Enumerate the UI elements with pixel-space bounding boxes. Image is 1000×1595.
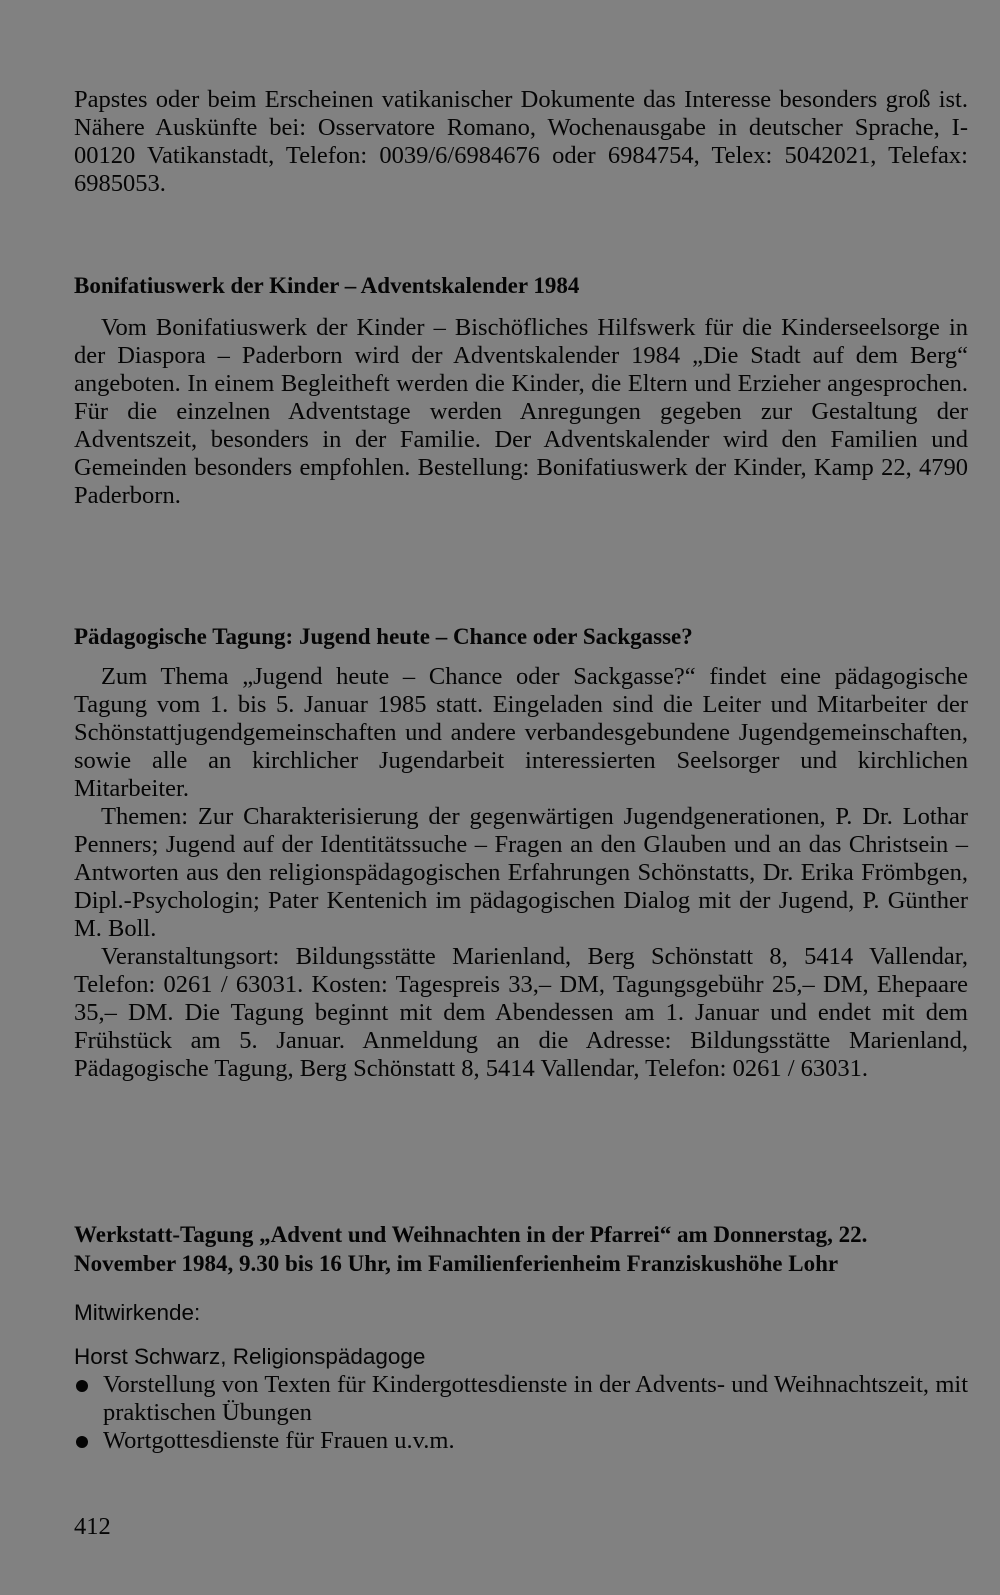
section-paragraph: Veranstaltungsort: Bildungsstätte Marienland, Berg Schönstatt 8, 5414 Vallendar, Telefon: 0261 / 63031. Kosten: Tagespreis 33,– DM, Tagungsgebühr 25,– DM, Ehepaare 35,– DM. Die Tagung beginnt mit dem Abendessen am 1. Januar und endet mit dem Frühstück am 5. Januar. Anmeldung an die Adresse: Bildungsstätte Marienland, Pädagogische Tagung, Berg Schönstatt 8, 5414 Vallendar, Telefon: 0261 / 63031. bbox=[74, 943, 968, 1082]
page-number: 412 bbox=[74, 1513, 111, 1540]
section-werkstatt-tagung bbox=[74, 1220, 968, 1455]
intro-block bbox=[74, 86, 968, 198]
section-bonifatiuswerk bbox=[74, 271, 968, 510]
section-body: Vom Bonifatiuswerk der Kinder – Bischöfliches Hilfswerk für die Kinderseelsorge in der Diaspora – Paderborn wird der Adventskalender 1984 „Die Stadt auf dem Berg“ angeboten. In einem Begleitheft werden die Kinder, die Eltern und Erzieher angesprochen. Für die einzelnen Adventstage werden Anregungen gegeben zur Gestaltung der Adventszeit, besonders in der Familie. Der Adventskalender wird den Familien und Gemeinden besonders empfohlen. Bestellung: Bonifatiuswerk der Kinder, Kamp 22, 4790 Paderborn. bbox=[74, 314, 968, 509]
bullet-icon bbox=[76, 1380, 88, 1392]
list-item bbox=[74, 1427, 968, 1455]
section-heading: Bonifatiuswerk der Kinder – Adventskalender 1984 bbox=[74, 273, 580, 298]
section-heading: Werkstatt-Tagung „Advent und Weihnachten in der Pfarrei“ am Donnerstag, 22. November 1984, 9.30 bis 16 Uhr, im Familienferienheim Franziskushöhe Lohr bbox=[74, 1222, 868, 1276]
section-paragraph: Themen: Zur Charakterisierung der gegenwärtigen Jugendgenerationen, P. Dr. Lothar Penners; Jugend auf der Identitätssuche – Fragen an den Glauben und an das Christsein – Antworten aus den religionspädagogischen Erfahrungen Schönstatts, Dr. Erika Frömbgen, Dipl.-Psychologin; Pater Kentenich im pädagogischen Dialog mit der Jugend, P. Günther M. Boll. bbox=[74, 803, 968, 942]
list-item-text: Vorstellung von Texten für Kindergottesdienste in der Advents- und Weihnachtszeit, mit praktischen Übungen bbox=[103, 1371, 968, 1426]
contributor-name: Horst Schwarz, Religionspädagoge bbox=[74, 1344, 426, 1369]
list-item bbox=[74, 1371, 968, 1427]
section-paedagogische-tagung bbox=[74, 622, 968, 1083]
bullet-list bbox=[74, 1371, 968, 1455]
contributors-label: Mitwirkende: bbox=[74, 1300, 201, 1325]
bullet-icon bbox=[76, 1436, 88, 1448]
section-paragraph: Zum Thema „Jugend heute – Chance oder Sackgasse?“ findet eine pädagogische Tagung vom 1. bis 5. Januar 1985 statt. Eingeladen sind die Leiter und Mitarbeiter der Schönstattjugendgemeinschaften und andere verbandesgebundene Jugendgemeinschaften, sowie alle an kirchlicher Jugendarbeit interessierten Seelsorger und kirchlichen Mitarbeiter. bbox=[74, 663, 968, 802]
section-heading: Pädagogische Tagung: Jugend heute – Chance oder Sackgasse? bbox=[74, 624, 693, 649]
list-item-text: Wortgottesdienste für Frauen u.v.m. bbox=[103, 1427, 455, 1454]
intro-paragraph: Papstes oder beim Erscheinen vatikanischer Dokumente das Interesse besonders groß ist. Nähere Auskünfte bei: Osservatore Romano, Wochenausgabe in deutscher Sprache, I-00120 Vatikanstadt, Telefon: 0039/6/6984676 oder 6984754, Telex: 5042021, Telefax: 6985053. bbox=[74, 86, 968, 197]
